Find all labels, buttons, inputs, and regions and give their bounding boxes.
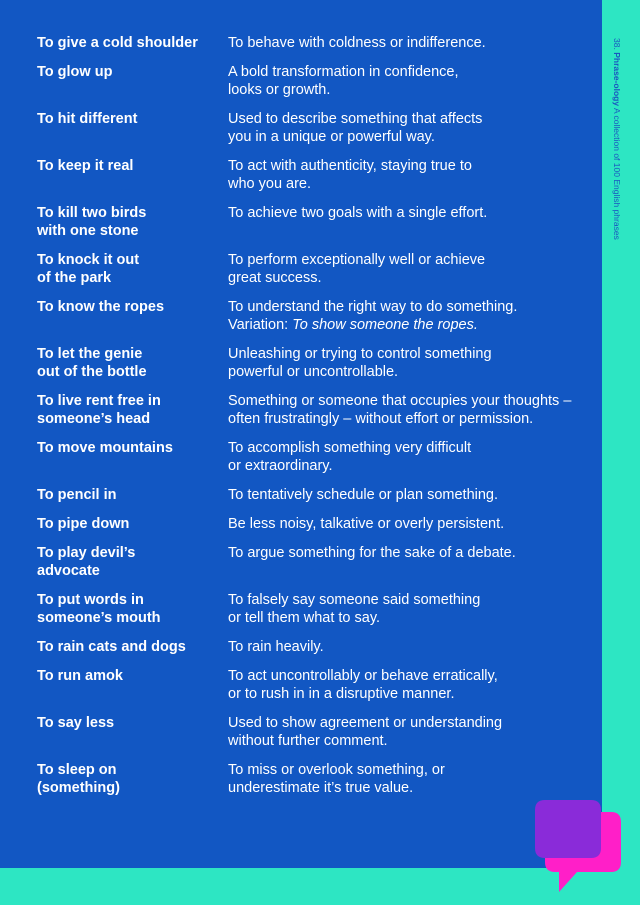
phrase-term: To knock it out of the park [37, 252, 140, 286]
speech-bubble-front [535, 800, 601, 858]
section-title: Phrase-ology [612, 52, 622, 107]
phrase-definition: Be less noisy, talkative or overly persistent. [228, 516, 505, 532]
phrase-term: To keep it real [37, 158, 134, 174]
phrase-term: To play devil’s advocate [37, 545, 136, 579]
phrase-definition [228, 299, 598, 334]
phrase-term: To live rent free in someone’s head [37, 393, 161, 427]
phrase-definition: To tentatively schedule or plan something. [228, 487, 499, 503]
variation-label: Variation: [228, 316, 289, 333]
phrase-term: To pipe down [37, 516, 130, 532]
phrase-definition: To argue something for the sake of a debate. [228, 545, 516, 561]
phrase-term: To pencil in [37, 487, 117, 503]
definition-text: To understand the right way to do something. [228, 299, 518, 315]
phrase-term: To put words in someone’s mouth [37, 592, 161, 626]
phrase-definition: To perform exceptionally well or achieve great success. [228, 252, 486, 286]
phrase-term: To let the genie out of the bottle [37, 346, 147, 380]
phrase-definition: A bold transformation in confidence, looks or growth. [228, 64, 459, 98]
phrase-term: To move mountains [37, 440, 173, 456]
phrase-term: To rain cats and dogs [37, 639, 186, 655]
phrase-definition: Unleashing or trying to control something powerful or uncontrollable. [228, 346, 492, 380]
phrase-definition: Something or someone that occupies your thoughts – often frustratingly – without effort or permission. [228, 393, 572, 427]
phrase-definition: Used to describe something that affects you in a unique or powerful way. [228, 111, 483, 145]
phrase-term: To say less [37, 715, 115, 731]
phrase-term: To hit different [37, 111, 138, 127]
page-number: 38. [612, 38, 622, 50]
phrase-definition: To behave with coldness or indifference. [228, 35, 486, 51]
phrase-term: To kill two birds with one stone [37, 205, 147, 239]
phrase-term: To run amok [37, 668, 123, 684]
phrase-definition: To achieve two goals with a single effort. [228, 205, 488, 221]
phrase-definition: Used to show agreement or understanding without further comment. [228, 715, 503, 749]
phrase-term: To glow up [37, 64, 113, 80]
phrase-definition: To rain heavily. [228, 639, 324, 655]
phrase-definition: To miss or overlook something, or underestimate it’s true value. [228, 762, 445, 796]
phrase-definition: To falsely say someone said something or tell them what to say. [228, 592, 481, 626]
phrase-term: To give a cold shoulder [37, 35, 198, 51]
running-head [613, 38, 622, 240]
speech-bubble-icon [535, 800, 625, 895]
phrase-term: To know the ropes [37, 299, 165, 315]
phrase-definition: To act with authenticity, staying true to who you are. [228, 158, 472, 192]
phrase-definition: To accomplish something very difficult or extraordinary. [228, 440, 472, 474]
phrase-definition: To act uncontrollably or behave erratically, or to rush in in a disruptive manner. [228, 668, 498, 702]
section-subtitle: A collection of 100 English phrases [612, 107, 622, 240]
variation-text: To show someone the ropes. [292, 316, 478, 333]
phrase-term: To sleep on (something) [37, 762, 120, 796]
variation-line [228, 317, 598, 335]
